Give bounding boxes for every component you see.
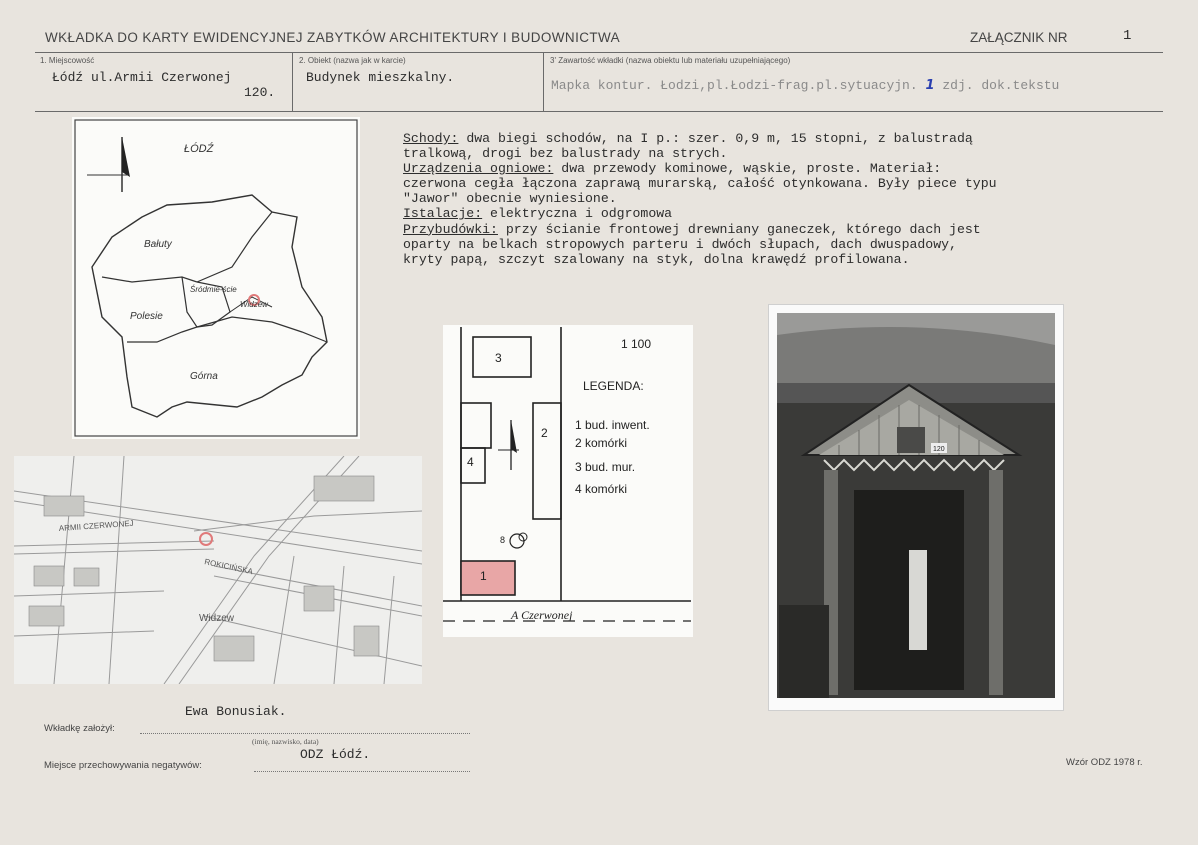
place-value: Łódź ul.Armii Czerwonej (52, 70, 232, 85)
place-value-number: 120. (244, 85, 276, 100)
contents-value-text: Mapka kontur. Łodzi,pl.Łodzi-frag.pl.sytuacyjn. (551, 78, 918, 93)
street-map (14, 456, 422, 684)
created-by-hint: (imię, nazwisko, data) (252, 737, 319, 746)
legend-item: 4 komórki (575, 482, 628, 496)
legend-item: 1 bud. inwent. (575, 418, 650, 432)
building-number: 1 (480, 569, 487, 583)
text-annexes: przy ścianie frontowej drewniany ganeczek, którego dach jest (497, 221, 981, 237)
contents-number: 1 (925, 78, 935, 93)
house-number-plate: 120 (933, 446, 945, 453)
building-number: 3 (495, 351, 502, 365)
created-by-label: Wkładkę założył: (44, 723, 115, 734)
form-pattern: Wzór ODZ 1978 r. (1066, 757, 1143, 768)
legend-item: 2 komórki (575, 436, 628, 450)
house-photo (768, 304, 1064, 711)
street-map-panel (14, 456, 422, 684)
header-rule-bottom (35, 111, 1163, 112)
negatives-dotted-line (254, 771, 470, 772)
heading-fire: Urządzenia ogniowe: (403, 161, 554, 177)
site-plan (443, 325, 693, 637)
negatives-value: ODZ Łódź. (300, 747, 371, 762)
contents-value (551, 78, 1059, 93)
description-line (403, 222, 1163, 237)
district-label: Śródmie-ście (190, 285, 237, 294)
district-label: Widzew (199, 613, 235, 624)
district-label: Bałuty (144, 239, 172, 250)
object-label: 2. Obiekt (nazwa jak w karcie) (299, 56, 406, 65)
annex-label: ZAŁĄCZNIK NR (970, 30, 1068, 45)
description-line: kryty papą, szczyt szalowany na styk, dolna krawędź profilowana. (403, 251, 910, 267)
location-marker-icon (200, 533, 212, 545)
legend-item: 3 bud. mur. (575, 460, 636, 474)
building-number: 4 (467, 455, 474, 469)
building-number: 2 (541, 426, 548, 440)
legend-title: LEGENDA: (583, 379, 644, 393)
photo-image (769, 305, 1063, 710)
created-by-value: Ewa Bonusiak. (185, 704, 287, 719)
created-by-dotted-line (140, 733, 470, 734)
district-label: Polesie (130, 311, 163, 322)
description-line: tralkową, drogi bez balustrady na strych. (403, 146, 728, 162)
description-line: oparty na belkach stropowych parteru i dwóch słupach, dach dwuspadowy, (403, 236, 957, 252)
text-installations: elektryczna i odgromowa (482, 206, 673, 222)
field-divider-2 (543, 52, 544, 111)
object-value: Budynek mieszkalny. (306, 70, 455, 85)
city-map-title: ŁÓDŹ (184, 143, 214, 155)
description-line (403, 161, 1163, 176)
description-line: czerwona cegła łączona zaprawą murarską, całość otynkowana. Były piece typu (403, 176, 997, 192)
description-text (403, 131, 1163, 267)
district-label: Widzew (240, 300, 268, 309)
negatives-label: Miejsce przechowywania negatywów: (44, 760, 202, 771)
contents-value-tail: zdj. dok.tekstu (942, 78, 1060, 93)
form-title: WKŁADKA DO KARTY EWIDENCYJNEJ ZABYTKÓW ARCHITEKTURY I BUDOWNICTWA (45, 30, 621, 45)
contents-label: 3' Zawartość wkładki (nazwa obiektu lub materiału uzupełniającego) (550, 56, 791, 65)
site-plan-panel (443, 325, 693, 637)
annex-number: 1 (1123, 28, 1132, 44)
heading-installations: Istalacje: (403, 206, 483, 222)
district-label: Górna (190, 371, 218, 382)
north-arrow-icon (87, 137, 130, 192)
field-divider-1 (292, 52, 293, 111)
description-line (403, 131, 1163, 146)
plan-scale: 1 100 (621, 337, 652, 351)
street-label: A Czerwonej (511, 608, 573, 622)
text-stairs: dwa biegi schodów, na I p.: szer. 0,9 m, 15 stopni, z balustradą (458, 131, 973, 146)
tree-icon (510, 533, 527, 548)
header-rule-top (35, 52, 1163, 53)
city-map-panel (72, 117, 360, 439)
description-line: "Jawor" obecnie wyniesione. (403, 191, 617, 207)
inventoried-building (461, 561, 515, 595)
heading-stairs: Schody: (403, 131, 459, 146)
street-label: ARMII CZERWONEJ (58, 518, 134, 533)
street-label: ROKICIŃSKA (203, 557, 254, 577)
svg-text:8: 8 (500, 535, 506, 545)
heading-annexes: Przybudówki: (403, 221, 498, 237)
north-arrow-icon (498, 420, 519, 470)
description-line (403, 206, 1163, 221)
place-label: 1. Miejscowość (40, 56, 95, 65)
city-map (72, 117, 360, 439)
text-fire: dwa przewody kominowe, wąskie, proste. Materiał: (553, 161, 942, 177)
